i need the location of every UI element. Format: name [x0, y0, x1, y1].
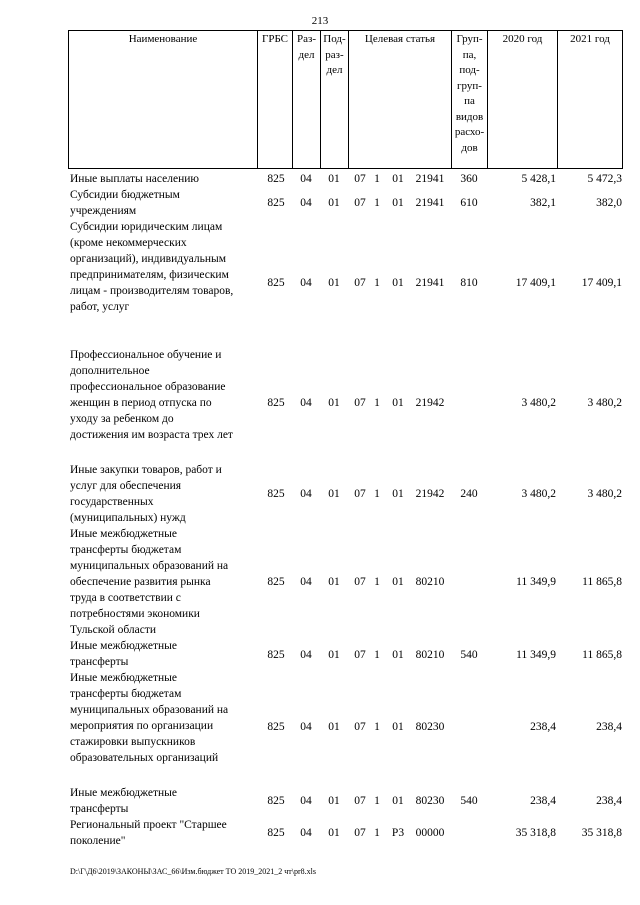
header-vr-line: Груп- [456, 33, 483, 45]
target-direction-code: 80210 [415, 649, 445, 661]
header-vr-line: под- [459, 64, 480, 76]
razdel-code: 04 [300, 795, 312, 807]
target-subprogram-code: 1 [374, 197, 380, 209]
amount-2021: 3 480,2 [587, 488, 622, 500]
target-subprogram-code: 1 [374, 721, 380, 733]
razdel-code: 04 [300, 827, 312, 839]
expense-type-code [452, 719, 486, 735]
amount-2020: 3 480,2 [521, 488, 556, 500]
row-name-line: потребностями экономики [70, 608, 200, 620]
header-grbs: ГРБС [257, 31, 292, 168]
target-main-event-code: 01 [392, 795, 404, 807]
row-name-line: работ, услуг [70, 301, 130, 313]
row-name-line: предпринимателям, физическим [70, 269, 229, 281]
razdel-code: 04 [300, 173, 312, 185]
row-name-line: обеспечение развития рынка [70, 576, 211, 588]
row-name-line: трансферты [70, 803, 129, 815]
header-vr [451, 31, 487, 168]
grbs-code: 825 [267, 488, 285, 500]
header-name: Наименование [128, 33, 198, 45]
row-name-line: Профессиональное обучение и [70, 349, 222, 361]
target-program-code: 07 [354, 488, 366, 500]
row-name [70, 347, 260, 443]
row-name-line: Иные межбюджетные [70, 528, 177, 540]
target-subprogram-code: 1 [374, 397, 380, 409]
row-name-line: трансферты [70, 656, 129, 668]
amount-2021: 17 409,1 [581, 277, 622, 289]
podrazdel-code: 01 [328, 649, 340, 661]
target-program-code: 07 [354, 795, 366, 807]
target-program-code: 07 [354, 397, 366, 409]
row-name-line: Иные выплаты населению [70, 173, 199, 185]
expense-type-code: 610 [460, 197, 478, 209]
target-direction-code: 21941 [415, 173, 445, 185]
expense-type-code: 240 [460, 488, 478, 500]
grbs-code: 825 [267, 576, 285, 588]
razdel-code: 04 [300, 277, 312, 289]
razdel-code: 04 [300, 721, 312, 733]
amount-2021: 11 865,8 [582, 649, 622, 661]
row-name-line: Субсидии бюджетным [70, 189, 180, 201]
amount-2020: 17 409,1 [515, 277, 556, 289]
row-name-line: Региональный проект "Старшее [70, 819, 227, 831]
target-program-code: 07 [354, 277, 366, 289]
amount-2021: 238,4 [596, 795, 622, 807]
expense-type-code: 810 [460, 277, 478, 289]
row-name [70, 462, 260, 526]
row-name-line: Иные межбюджетные [70, 787, 177, 799]
row-name [70, 187, 260, 219]
podrazdel-code: 01 [328, 721, 340, 733]
row-name-line: Иные межбюджетные [70, 640, 177, 652]
target-subprogram-code: 1 [374, 488, 380, 500]
header-target: Целевая статья [348, 31, 451, 168]
target-subprogram-code: 1 [374, 277, 380, 289]
podrazdel-code: 01 [328, 795, 340, 807]
header-2021: 2021 год [557, 31, 622, 168]
header-vr-line: груп- [457, 79, 482, 92]
amount-2020: 11 349,9 [516, 576, 556, 588]
target-main-event-code: 01 [392, 397, 404, 409]
grbs-code: 825 [267, 197, 285, 209]
row-name-line: образовательных организаций [70, 752, 219, 764]
amount-2021: 5 472,3 [587, 173, 622, 185]
row-name-line: дополнительное [70, 365, 150, 377]
row-name-line: трансферты бюджетам [70, 688, 182, 700]
amount-2020: 238,4 [530, 795, 556, 807]
header-podrazdel [320, 31, 348, 168]
header-vr-line: видов [455, 110, 484, 123]
target-direction-code: 21942 [415, 488, 445, 500]
expense-type-code [452, 395, 486, 411]
razdel-code: 04 [300, 576, 312, 588]
header-razdel-line: Раз- [296, 33, 316, 45]
row-name [70, 785, 260, 817]
row-name-line: лицам - производителям товаров, [70, 285, 234, 297]
row-name-line: организаций), индивидуальным [70, 253, 227, 265]
razdel-code: 04 [300, 649, 312, 661]
header-razdel-line: дел [298, 48, 315, 61]
grbs-code: 825 [267, 277, 285, 289]
target-direction-code: 80210 [415, 576, 445, 588]
grbs-code: 825 [267, 397, 285, 409]
header-razdel [292, 31, 320, 168]
row-name-line: Субсидии юридическим лицам [70, 221, 223, 233]
header-2020: 2020 год [487, 31, 557, 168]
target-program-code: 07 [354, 197, 366, 209]
amount-2021: 3 480,2 [587, 397, 622, 409]
target-program-code: 07 [354, 576, 366, 588]
row-name-line: Тульской области [70, 624, 157, 636]
row-name-line: государственных [70, 496, 154, 508]
podrazdel-code: 01 [328, 576, 340, 588]
grbs-code: 825 [267, 827, 285, 839]
target-main-event-code: P3 [391, 827, 405, 839]
header-vr-line: расхо- [454, 126, 485, 138]
target-subprogram-code: 1 [374, 173, 380, 185]
table-header [68, 30, 623, 169]
razdel-code: 04 [300, 397, 312, 409]
amount-2021: 382,0 [596, 197, 622, 209]
row-name-line: Иные закупки товаров, работ и [70, 464, 222, 476]
file-path-footer: D:\Г\Д6\2019\ЗАКОНЫ\ЗАС_66\Изм.бюджет ТО 2019_2021_2 чт\pr8.xls [70, 867, 316, 876]
expense-type-code [452, 574, 486, 590]
amount-2020: 238,4 [530, 721, 556, 733]
target-program-code: 07 [354, 173, 366, 185]
amount-2021: 238,4 [596, 721, 622, 733]
header-podrazdel-line: Под- [323, 33, 346, 45]
target-subprogram-code: 1 [374, 649, 380, 661]
target-direction-code: 00000 [415, 827, 445, 839]
target-main-event-code: 01 [392, 173, 404, 185]
amount-2021: 11 865,8 [582, 576, 622, 588]
target-subprogram-code: 1 [374, 827, 380, 839]
amount-2021: 35 318,8 [581, 827, 622, 839]
target-main-event-code: 01 [392, 277, 404, 289]
target-main-event-code: 01 [392, 721, 404, 733]
amount-2020: 3 480,2 [521, 397, 556, 409]
row-name-line: услуг для обеспечения [70, 480, 182, 492]
target-main-event-code: 01 [392, 576, 404, 588]
podrazdel-code: 01 [328, 488, 340, 500]
header-podrazdel-line: дел [326, 64, 343, 76]
row-name-line: Иные межбюджетные [70, 672, 177, 684]
row-name-line: профессиональное образование [70, 381, 226, 393]
row-name-line: женщин в период отпуска по [70, 397, 212, 409]
row-name-line: стажировки выпускников [70, 736, 196, 748]
row-name-line: уходу за ребенком до [70, 413, 174, 425]
row-name-line: (муниципальных) нужд [70, 512, 186, 524]
expense-type-code: 360 [460, 173, 478, 185]
header-vr-line: па [464, 95, 475, 107]
header-vr-line: дов [461, 141, 478, 154]
row-name-line: мероприятия по организации [70, 720, 214, 732]
row-name [70, 670, 260, 766]
amount-2020: 35 318,8 [515, 827, 556, 839]
grbs-code: 825 [267, 173, 285, 185]
row-name-line: поколение" [70, 835, 126, 847]
row-name-line: трансферты бюджетам [70, 544, 182, 556]
row-name [70, 171, 260, 187]
grbs-code: 825 [267, 649, 285, 661]
row-name-line: учреждениям [70, 205, 137, 217]
row-name [70, 638, 260, 670]
row-name [70, 219, 260, 315]
target-subprogram-code: 1 [374, 795, 380, 807]
row-name-line: муниципальных образований на [70, 704, 229, 716]
podrazdel-code: 01 [328, 397, 340, 409]
row-name-line: достижения им возраста трех лет [70, 429, 233, 441]
razdel-code: 04 [300, 488, 312, 500]
target-program-code: 07 [354, 649, 366, 661]
target-direction-code: 21941 [415, 277, 445, 289]
grbs-code: 825 [267, 721, 285, 733]
row-name-line: (кроме некоммерческих [70, 237, 187, 249]
expense-type-code [452, 825, 486, 841]
target-main-event-code: 01 [392, 649, 404, 661]
amount-2020: 5 428,1 [521, 173, 556, 185]
target-main-event-code: 01 [392, 488, 404, 500]
row-name-line: труда в соответствии с [70, 592, 181, 604]
page-number: 213 [311, 15, 329, 27]
target-program-code: 07 [354, 721, 366, 733]
expense-type-code: 540 [460, 795, 478, 807]
header-vr-line: па, [462, 48, 477, 61]
grbs-code: 825 [267, 795, 285, 807]
target-direction-code: 80230 [415, 721, 445, 733]
target-main-event-code: 01 [392, 197, 404, 209]
row-name-line: муниципальных образований на [70, 560, 229, 572]
podrazdel-code: 01 [328, 197, 340, 209]
target-direction-code: 21941 [415, 197, 445, 209]
podrazdel-code: 01 [328, 277, 340, 289]
target-program-code: 07 [354, 827, 366, 839]
podrazdel-code: 01 [328, 173, 340, 185]
razdel-code: 04 [300, 197, 312, 209]
row-name [70, 817, 260, 849]
target-direction-code: 80230 [415, 795, 445, 807]
target-subprogram-code: 1 [374, 576, 380, 588]
expense-type-code: 540 [460, 649, 478, 661]
amount-2020: 11 349,9 [516, 649, 556, 661]
header-podrazdel-line: раз- [325, 48, 344, 61]
podrazdel-code: 01 [328, 827, 340, 839]
amount-2020: 382,1 [530, 197, 556, 209]
row-name [70, 526, 260, 638]
target-direction-code: 21942 [415, 397, 445, 409]
